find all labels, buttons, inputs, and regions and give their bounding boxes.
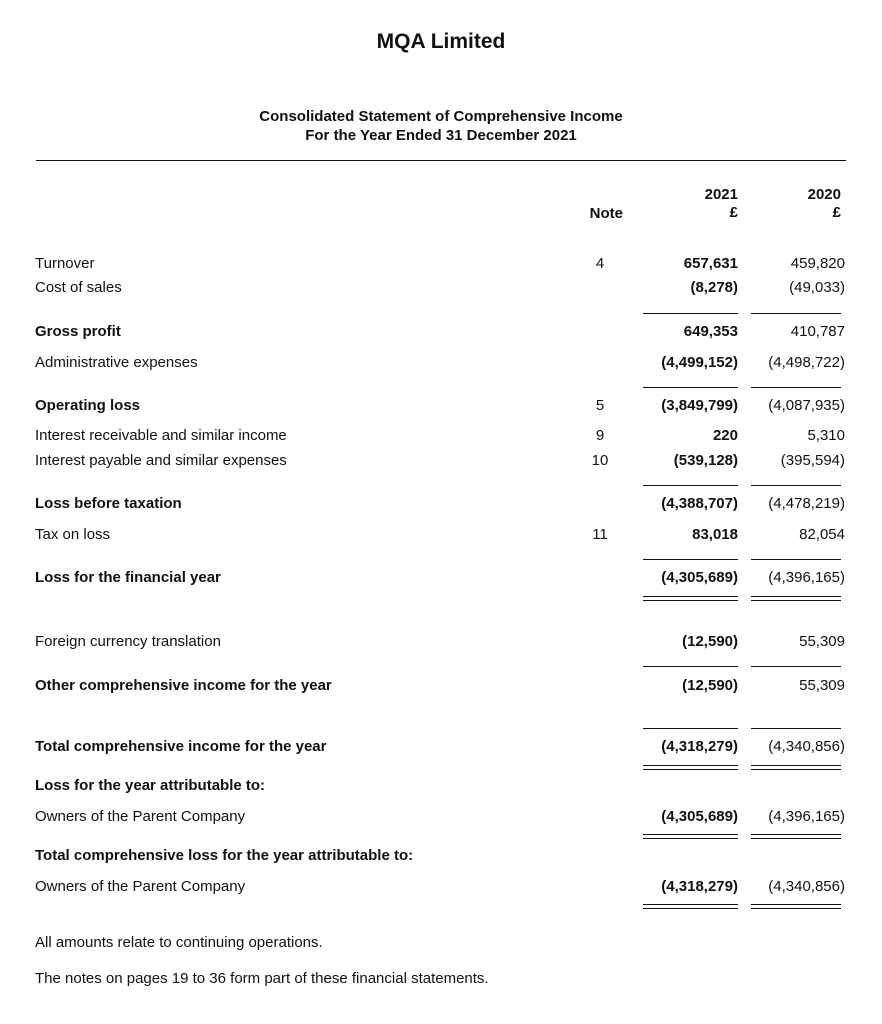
value-2020: (4,087,935) <box>768 397 845 414</box>
double-rule <box>643 769 738 770</box>
subtotal-rule <box>643 728 738 729</box>
value-2020: 459,820 <box>790 255 845 272</box>
row-note: 5 <box>595 397 605 414</box>
value-2021: 220 <box>712 427 738 444</box>
row-tax-on-loss <box>0 526 882 548</box>
double-rule <box>643 904 738 905</box>
value-2020: (4,478,219) <box>768 495 845 512</box>
row-label: Foreign currency translation <box>35 633 221 650</box>
row-label: Total comprehensive loss for the year attributable to: <box>35 847 414 864</box>
row-note: 11 <box>592 526 608 543</box>
value-2020: (4,396,165) <box>768 808 845 825</box>
subtotal-rule <box>643 313 738 314</box>
row-label: Other comprehensive income for the year <box>35 677 332 694</box>
double-rule <box>751 769 841 770</box>
header-rule <box>36 160 846 161</box>
note-column-header: Note <box>589 205 623 222</box>
footer-notes-reference: The notes on pages 19 to 36 form part of these financial statements. <box>35 970 489 987</box>
row-label: Interest payable and similar expenses <box>35 452 287 469</box>
subtotal-rule <box>643 485 738 486</box>
row-label: Loss before taxation <box>35 495 182 512</box>
value-2021: (12,590) <box>682 633 738 650</box>
value-2021: (4,318,279) <box>661 878 738 895</box>
value-2020: (49,033) <box>789 279 845 296</box>
double-rule <box>643 600 738 601</box>
subtotal-rule <box>751 666 841 667</box>
row-administrative-expenses <box>0 354 882 376</box>
double-rule <box>751 765 841 766</box>
row-turnover <box>0 255 882 277</box>
row-label: Loss for the financial year <box>35 569 221 586</box>
double-rule <box>643 838 738 839</box>
row-note: 9 <box>595 427 605 444</box>
row-label: Administrative expenses <box>35 354 198 371</box>
row-owners-parent-total <box>0 878 882 900</box>
value-2021: (4,305,689) <box>661 808 738 825</box>
year-2020-header: 2020 <box>807 186 841 203</box>
value-2020: 5,310 <box>807 427 845 444</box>
row-label: Owners of the Parent Company <box>35 808 246 825</box>
year-2020-unit: £ <box>832 204 841 221</box>
row-loss-for-financial-year <box>0 569 882 591</box>
subtotal-rule <box>643 666 738 667</box>
subtotal-rule <box>643 387 738 388</box>
statement-title: Consolidated Statement of Comprehensive Income <box>259 108 623 125</box>
row-label: Turnover <box>35 255 95 272</box>
row-total-loss-attributable-heading <box>0 847 882 869</box>
value-2021: (539,128) <box>673 452 738 469</box>
row-loss-before-taxation <box>0 495 882 517</box>
double-rule <box>643 834 738 835</box>
double-rule <box>751 908 841 909</box>
row-label: Loss for the year attributable to: <box>35 777 266 794</box>
row-label: Interest receivable and similar income <box>35 427 287 444</box>
double-rule <box>751 838 841 839</box>
year-2021-header: 2021 <box>704 186 738 203</box>
row-label: Operating loss <box>35 397 141 414</box>
subtotal-rule <box>751 387 841 388</box>
row-label: Tax on loss <box>35 526 111 543</box>
value-2020: 55,309 <box>799 633 845 650</box>
row-label: Owners of the Parent Company <box>35 878 246 895</box>
subtotal-rule <box>751 313 841 314</box>
footer-continuing-operations: All amounts relate to continuing operations. <box>35 934 323 951</box>
statement-period: For the Year Ended 31 December 2021 <box>305 127 577 144</box>
row-other-comprehensive-income <box>0 677 882 699</box>
value-2020: (4,340,856) <box>768 738 845 755</box>
row-note: 10 <box>591 452 609 469</box>
value-2020: 82,054 <box>799 526 845 543</box>
subtotal-rule <box>751 559 841 560</box>
value-2020: (395,594) <box>780 452 845 469</box>
double-rule <box>751 904 841 905</box>
row-total-comprehensive-income <box>0 738 882 760</box>
row-label: Gross profit <box>35 323 121 340</box>
double-rule <box>643 908 738 909</box>
value-2021: (12,590) <box>682 677 738 694</box>
value-2021: 649,353 <box>683 323 738 340</box>
double-rule <box>643 765 738 766</box>
row-cost-of-sales <box>0 279 882 301</box>
company-name: MQA Limited <box>376 30 506 53</box>
row-interest-payable <box>0 452 882 474</box>
row-loss-attributable-heading <box>0 777 882 799</box>
subtotal-rule <box>751 728 841 729</box>
value-2021: (4,305,689) <box>661 569 738 586</box>
subtotal-rule <box>751 485 841 486</box>
row-owners-parent-loss <box>0 808 882 830</box>
value-2021: (3,849,799) <box>661 397 738 414</box>
double-rule <box>751 834 841 835</box>
value-2020: (4,498,722) <box>768 354 845 371</box>
row-label: Cost of sales <box>35 279 122 296</box>
value-2020: 410,787 <box>790 323 845 340</box>
subtotal-rule <box>643 559 738 560</box>
value-2021: (8,278) <box>690 279 738 296</box>
value-2020: (4,340,856) <box>768 878 845 895</box>
row-label: Total comprehensive income for the year <box>35 738 327 755</box>
double-rule <box>643 596 738 597</box>
row-note: 4 <box>595 255 605 272</box>
year-2021-unit: £ <box>729 204 738 221</box>
double-rule <box>751 596 841 597</box>
row-gross-profit <box>0 323 882 345</box>
value-2021: (4,388,707) <box>661 495 738 512</box>
value-2021: (4,499,152) <box>661 354 738 371</box>
value-2020: (4,396,165) <box>768 569 845 586</box>
double-rule <box>751 600 841 601</box>
value-2020: 55,309 <box>799 677 845 694</box>
value-2021: 83,018 <box>692 526 738 543</box>
value-2021: (4,318,279) <box>661 738 738 755</box>
row-operating-loss <box>0 397 882 419</box>
value-2021: 657,631 <box>683 255 738 272</box>
row-interest-receivable <box>0 427 882 449</box>
row-foreign-currency-translation <box>0 633 882 655</box>
